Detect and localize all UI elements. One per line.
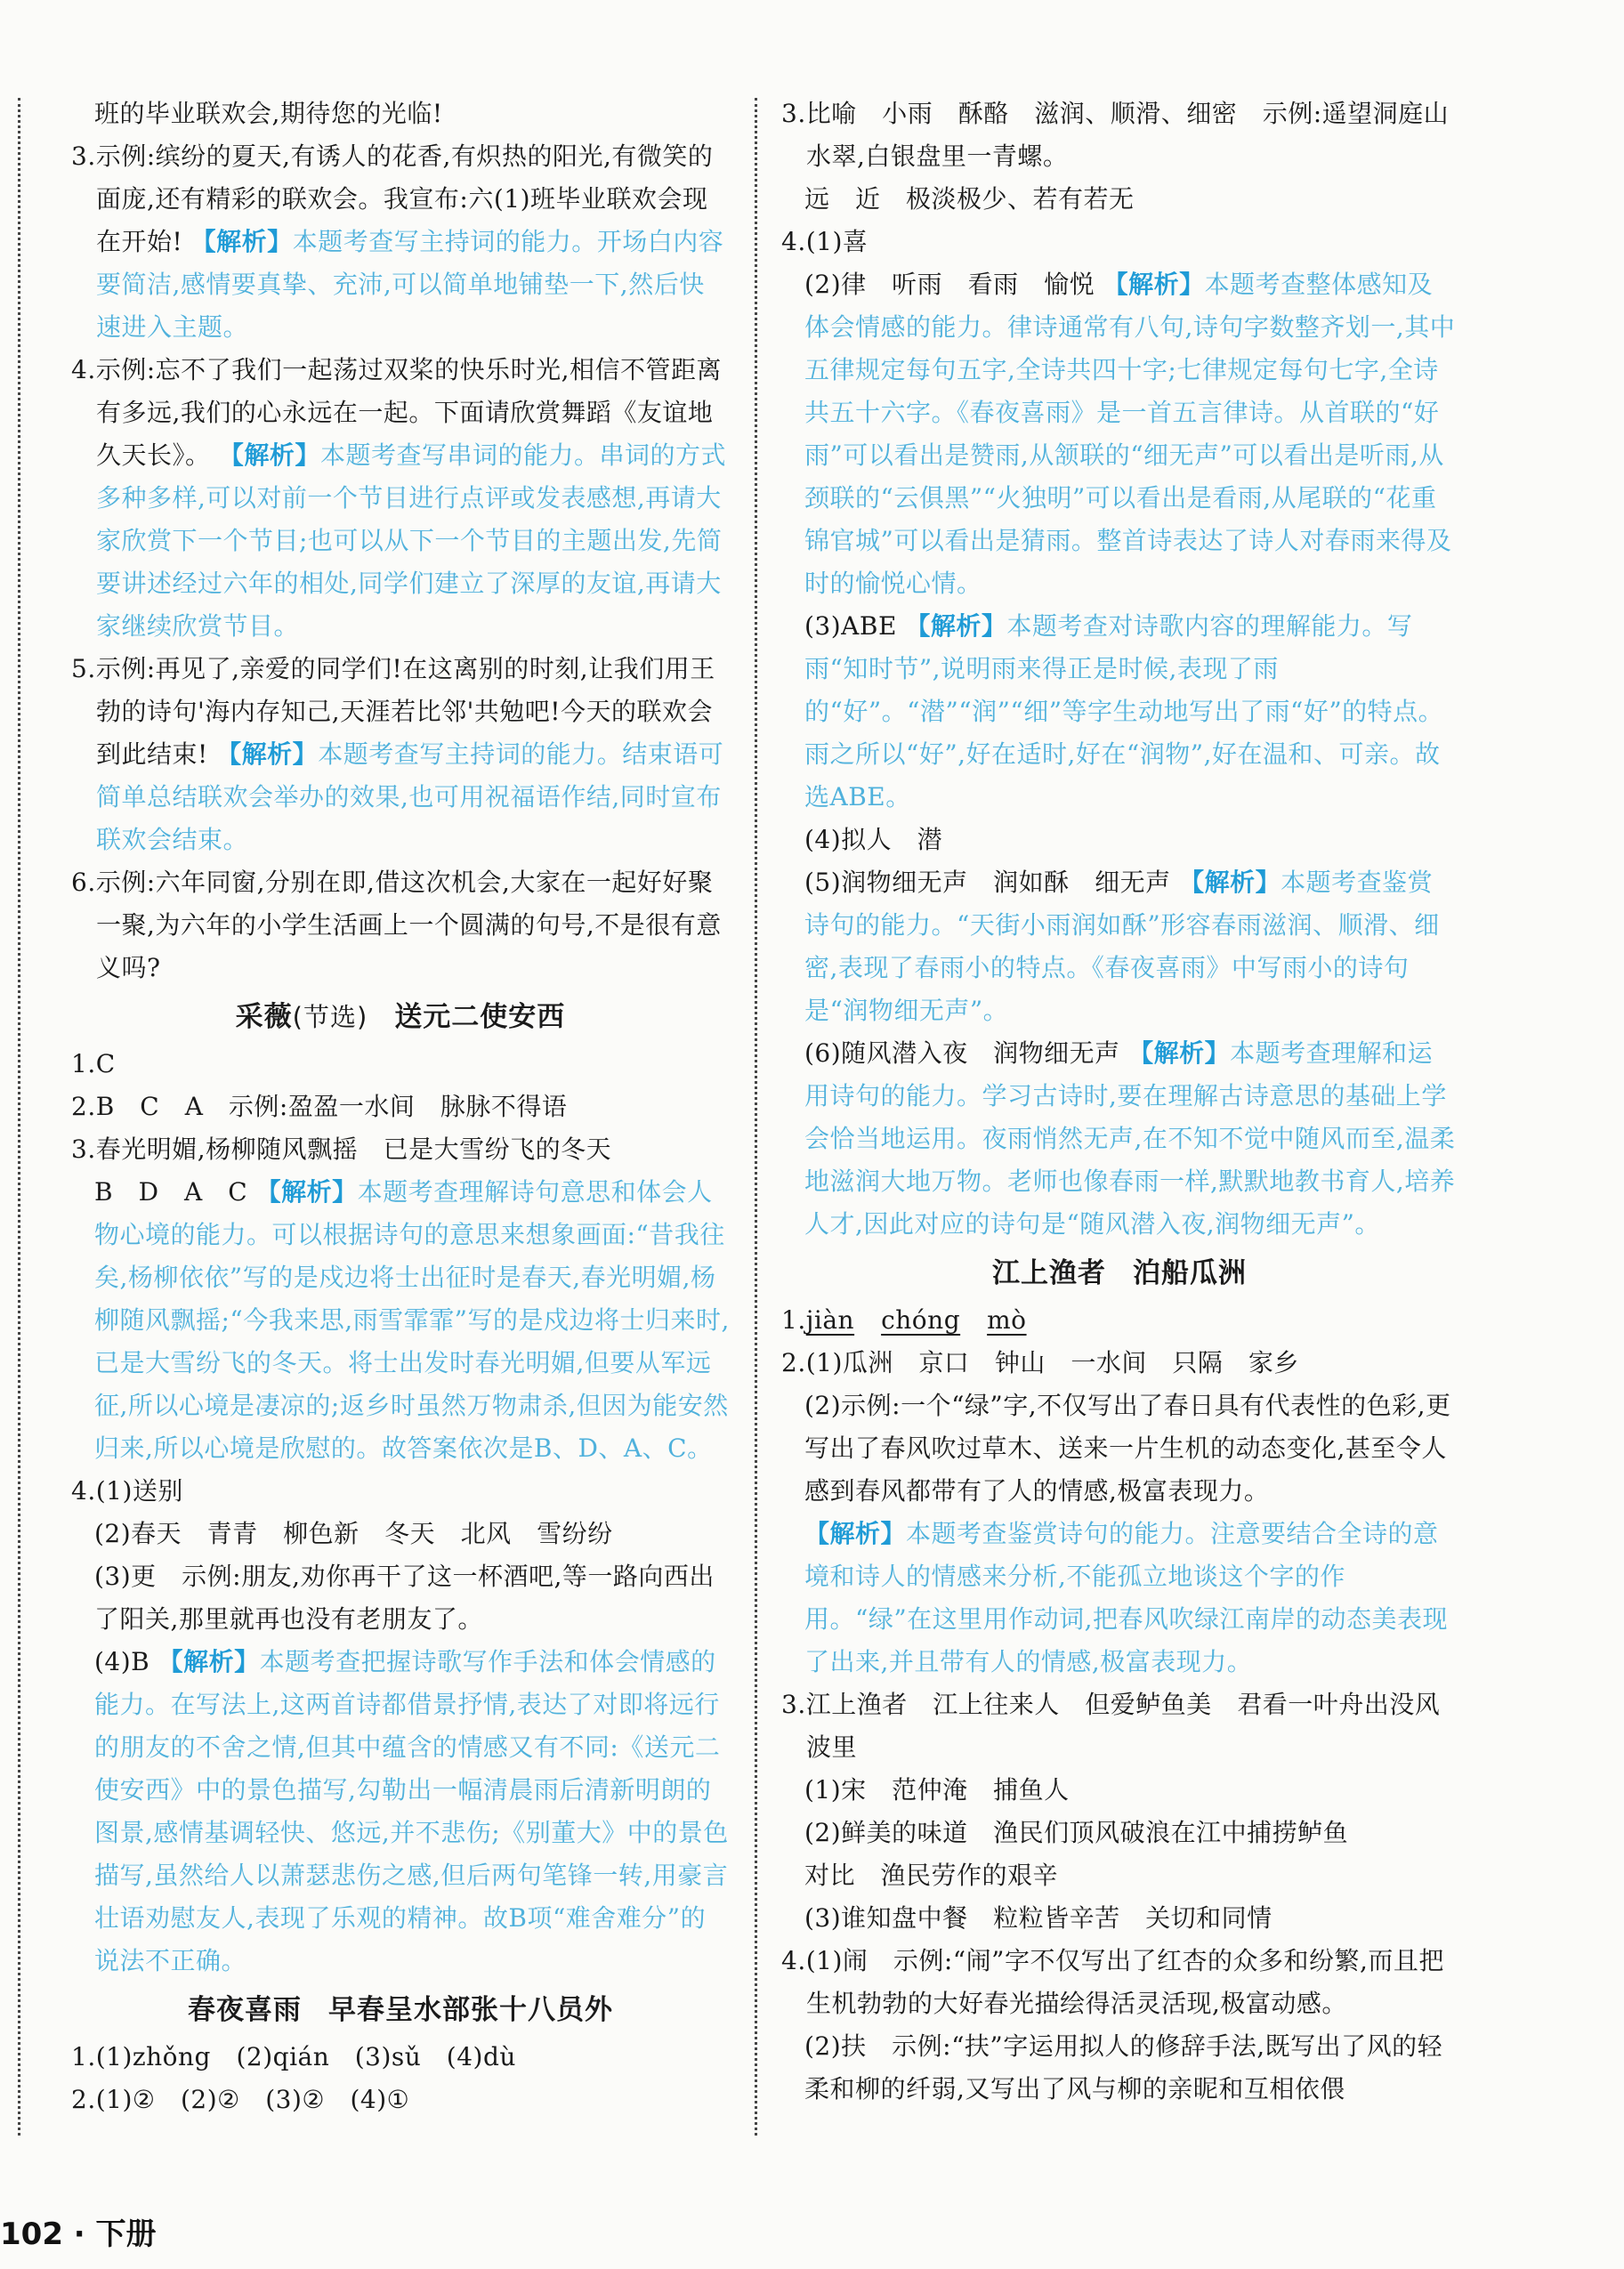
answer-3-3: (3)谁知盘中餐 粒粒皆辛苦 关切和同情	[804, 1903, 1273, 1933]
page-number: 102 · 下册	[0, 2217, 157, 2252]
section-title-jiangshang: 江上渔者 泊船瓜洲	[992, 1257, 1247, 1289]
answer-1-pinyin: 1.jiàn chóng mò	[781, 1305, 1027, 1335]
answer-3-explanation: B D A C 【解析】本题考查理解诗句意思和体会人物心境的能力。可以根据诗句的意思来想象画面:“昔我往矣,杨柳依依”写的是戍边将士出征时是春天,春光明媚,杨柳随风飘摇;“今我来思,雨雪霏霏”写的是戍边将士归来时,已是大雪纷飞的冬天。将士出发时春光明媚,但要从军远征,所以心境是凄凉的;返乡时虽然万物肃杀,但因为能安然归来,所以心境是欣慰的。故答案依次是B、D、A、C。	[94, 1177, 730, 1463]
answer-4-5: (5)润物细无声 润如酥 细无声 【解析】本题考查鉴赏诗句的能力。“天街小雨润如酥”形容春雨滋润、顺滑、细密,表现了春雨小的特点。《春夜喜雨》中写雨小的诗句是“润物细无声”。	[804, 868, 1440, 1025]
answer-2-2: (2)示例:一个“绿”字,不仅写出了春日具有代表性的色彩,更写出了春风吹过草木、送来一片生机的动态变化,甚至令人感到春风都带有了人的情感,极富表现力。	[804, 1391, 1451, 1506]
answer-4-1: 4.(1)送别	[71, 1476, 183, 1506]
answer-4-4: (4)拟人 潜	[804, 825, 943, 854]
answer-4-2: (2)春天 青青 柳色新 冬天 北风 雪纷纷	[94, 1519, 613, 1548]
answer-2: 2.B C A 示例:盈盈一水间 脉脉不得语	[71, 1092, 568, 1121]
answer-1: 1.C	[71, 1049, 116, 1078]
answer-5: 5.示例:再见了,亲爱的同学们!在这离别的时刻,让我们用王勃的诗句'海内存知己,天涯若比邻'共勉吧!今天的联欢会到此结束! 【解析】本题考查写主持词的能力。结束语可简单总结联欢会举办的效果,也可用祝福语作结,同时宣布联欢会结束。	[71, 654, 724, 854]
answer-text: 班的毕业联欢会,期待您的光临!	[94, 99, 443, 128]
left-column	[71, 93, 730, 2121]
answer-2-1: 2.(1)瓜洲 京口 钟山 一水间 只隔 家乡	[781, 1348, 1299, 1377]
answer-4-2: (2)扶 示例:“扶”字运用拟人的修辞手法,既写出了风的轻柔和柳的纤弱,又写出了风与柳的亲昵和互相依偎	[804, 2031, 1443, 2103]
column-divider	[755, 98, 757, 2136]
answer-1: 1.(1)zhǒng (2)qián (3)sǔ (4)dù	[71, 2042, 516, 2071]
answer-3-2b: 对比 渔民劳作的艰辛	[804, 1861, 1059, 1890]
answer-4-2: (2)律 听雨 看雨 愉悦 【解析】本题考查整体感知及体会情感的能力。律诗通常有八句,诗句字数整齐划一,其中五律规定每句五字,全诗共四十字;七律规定每句七字,全诗共五十六字。《春夜喜雨》是一首五言律诗。从首联的“好雨”可以看出是赞雨,从颔联的“细无声”可以看出是听雨,从颈联的“云俱黑”“火独明”可以看出是看雨,从尾联的“花重锦官城”可以看出是猜雨。整首诗表达了诗人对春雨来得及时的愉悦心情。	[804, 270, 1456, 598]
answer-3: 3.春光明媚,杨柳随风飘摇 已是大雪纷飞的冬天	[71, 1134, 612, 1164]
answer-3b: 远 近 极淡极少、若有若无	[804, 184, 1135, 214]
answer-6: 6.示例:六年同窗,分别在即,借这次机会,大家在一起好好聚一聚,为六年的小学生活画上一个圆满的句号,不是很有意义吗?	[71, 868, 722, 982]
answer-3-2: (2)鲜美的味道 渔民们顶风破浪在江中捕捞鲈鱼	[804, 1818, 1349, 1847]
answer-3: 3.示例:缤纷的夏天,有诱人的花香,有炽热的阳光,有微笑的面庞,还有精彩的联欢会。我宣布:六(1)班毕业联欢会现在开始! 【解析】本题考查写主持词的能力。开场白内容要简洁,感情要真挚、充沛,可以简单地铺垫一下,然后快速进入主题。	[71, 141, 724, 342]
answer-4-3: (3)ABE 【解析】本题考查对诗歌内容的理解能力。写雨“知时节”,说明雨来得正是时候,表现了雨的“好”。“潜”“润”“细”等字生动地写出了雨“好”的特点。雨之所以“好”,好在适时,好在“润物”,好在温和、可亲。故选ABE。	[804, 611, 1444, 812]
answer-4: 4.示例:忘不了我们一起荡过双桨的快乐时光,相信不管距离有多远,我们的心永远在一起。下面请欣赏舞蹈《友谊地久天长》。 【解析】本题考查写串词的能力。串词的方式多种多样,可以对前一个节目进行点评或发表感想,再请大家欣赏下一个节目;也可以从下一个节目的主题出发,先简要讲述经过六年的相处,同学们建立了深厚的友谊,再请大家继续欣赏节目。	[71, 355, 726, 641]
answer-2-explanation: 【解析】本题考查鉴赏诗句的能力。注意要结合全诗的意境和诗人的情感来分析,不能孤立地谈这个字的作用。“绿”在这里用作动词,把春风吹绿江南岸的动态美表现了出来,并且带有人的情感,极富表现力。	[804, 1519, 1449, 1676]
section-title-chunye: 春夜喜雨 早春呈水部张十八员外	[188, 1994, 613, 2026]
section-title-caiwei: 采薇(节选) 送元二使安西	[235, 1001, 566, 1033]
answer-3: 3.江上渔者 江上往来人 但爱鲈鱼美 君看一叶舟出没风波里	[781, 1690, 1441, 1762]
answer-4-6: (6)随风潜入夜 润物细无声 【解析】本题考查理解和运用诗句的能力。学习古诗时,要在理解古诗意思的基础上学会恰当地运用。夜雨悄然无声,在不知不觉中随风而至,温柔地滋润大地万物。老师也像春雨一样,默默地教书育人,培养人才,因此对应的诗句是“随风潜入夜,润物细无声”。	[804, 1038, 1456, 1239]
answer-4-1: 4.(1)喜	[781, 227, 869, 256]
left-margin-rule	[18, 98, 20, 2136]
right-column	[781, 93, 1458, 2111]
answer-3: 3.比喻 小雨 酥酪 滋润、顺滑、细密 示例:遥望洞庭山水翠,白银盘里一青螺。	[781, 99, 1450, 171]
answer-4-3: (3)更 示例:朋友,劝你再干了这一杯酒吧,等一路向西出了阳关,那里就再也没有老朋友了。	[94, 1562, 715, 1634]
answer-3-1: (1)宋 范仲淹 捕鱼人	[804, 1775, 1070, 1805]
answer-2: 2.(1)② (2)② (3)② (4)①	[71, 2085, 410, 2114]
answer-4-1: 4.(1)闹 示例:“闹”字不仅写出了红杏的众多和纷繁,而且把生机勃勃的大好春光描绘得活灵活现,极富动感。	[781, 1946, 1444, 2018]
answer-4-4: (4)B 【解析】本题考查把握诗歌写作手法和体会情感的能力。在写法上,这两首诗都借景抒情,表达了对即将远行的朋友的不舍之情,但其中蕴含的情感又有不同:《送元二使安西》中的景色描写,勾勒出一幅清晨雨后清新明朗的图景,感情基调轻快、悠远,并不悲伤;《别董大》中的景色描写,虽然给人以萧瑟悲伤之感,但后两句笔锋一转,用豪言壮语劝慰友人,表现了乐观的精神。故B项“难舍难分”的说法不正确。	[94, 1647, 729, 1975]
